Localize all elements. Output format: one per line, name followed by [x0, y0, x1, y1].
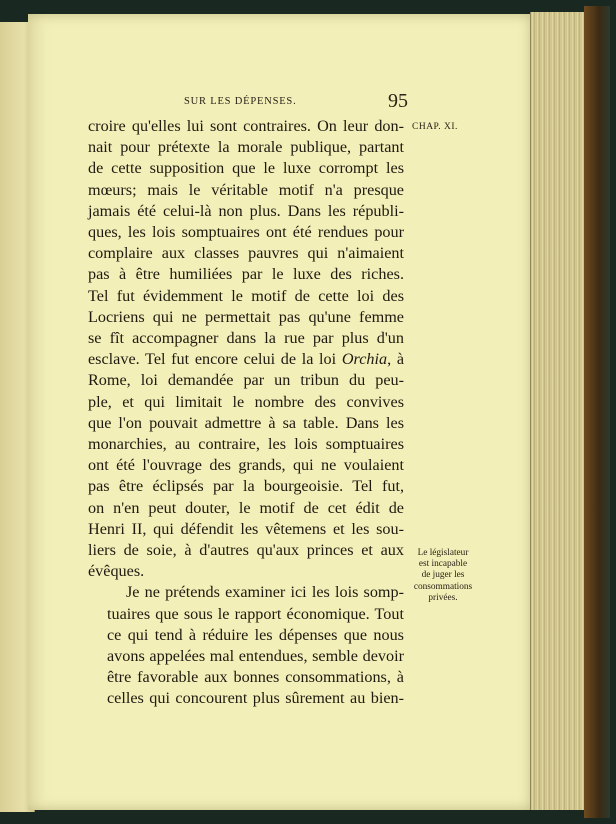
text-line: se fît accompagner dans la rue par plus d'un	[88, 329, 404, 348]
chapter-marker: CHAP. XI.	[412, 122, 458, 132]
page-edges-stack	[530, 12, 587, 810]
running-head: SUR LES DÉPENSES.	[184, 96, 297, 107]
text-line: jamais été celui-là non plus. Dans les républi-	[88, 201, 404, 220]
margin-note-line: est incapable	[418, 559, 468, 570]
text-line: complaire aux classes pauvres qui n'aimaient	[88, 244, 404, 263]
text-line: ont été l'ouvrage des grands, qui ne voulaient	[88, 456, 404, 475]
text-line: celles qui concourent plus sûrement au bien-	[107, 689, 404, 708]
text-line: Tel fut évidemment le motif de cette loi des	[88, 286, 404, 305]
text-line: que l'on pouvait admettre à sa table. Dans les	[88, 413, 404, 432]
text-line: monarchies, au contraire, les lois somptuaires	[88, 435, 404, 454]
text-line: nait pour prétexte la morale publique, partant	[88, 138, 404, 157]
margin-note	[408, 548, 478, 604]
margin-note-line: privées.	[428, 592, 458, 603]
page-header	[184, 92, 408, 112]
text-line: liers de soie, à d'autres qu'aux princes et aux	[88, 541, 404, 560]
text-line: tuaires que sous le rapport économique. Tout	[107, 604, 404, 623]
text-line: ple, et qui limitait le nombre des convives	[88, 392, 404, 411]
margin-note-line: Le législateur	[417, 548, 469, 558]
book-cover-edge	[584, 6, 610, 818]
paragraph-2	[88, 582, 404, 709]
body-text	[88, 116, 404, 710]
text-line: évêques.	[88, 562, 145, 581]
paragraph-1	[88, 116, 404, 582]
text-line: esclave. Tel fut encore celui de la loi Orchia, à	[88, 350, 404, 369]
text-line: pas être éclipsés par la bourgeoisie. Tel fut,	[88, 477, 404, 496]
margin-note-line: de juger les	[421, 570, 465, 581]
italic-word: Orchia	[341, 350, 388, 369]
text-line: ques, les lois somptuaires ont été rendues pour	[88, 223, 404, 242]
text-line: on n'en peut douter, le motif de cet édit de	[88, 498, 404, 517]
text-line: Rome, loi demandée par un tribun du peu-	[88, 371, 404, 390]
text-line: avons appelées mal entendues, semble devoir	[107, 647, 404, 666]
text-line: mœurs; mais le véritable motif n'a presque	[88, 180, 404, 199]
text-line: être favorable aux bonnes consommations, à	[107, 668, 404, 687]
text-line: Je ne prétends examiner ici les lois somp-	[126, 583, 404, 602]
text-line: ce qui tend à réduire les dépenses que nous	[107, 625, 404, 644]
text-line: croire qu'elles lui sont contraires. On leur don-	[88, 117, 404, 135]
text-line: Henri II, qui défendit les vêtemens et les sou-	[88, 519, 404, 538]
text-line: Locriens qui ne permettait pas qu'une femme	[88, 307, 404, 326]
text-line: pas à être humiliées par le luxe des riches.	[88, 265, 404, 284]
margin-note-line: consommations	[413, 581, 473, 592]
page-number: 95	[388, 90, 408, 112]
text-line: de cette supposition que le luxe corrompt les	[88, 159, 404, 178]
